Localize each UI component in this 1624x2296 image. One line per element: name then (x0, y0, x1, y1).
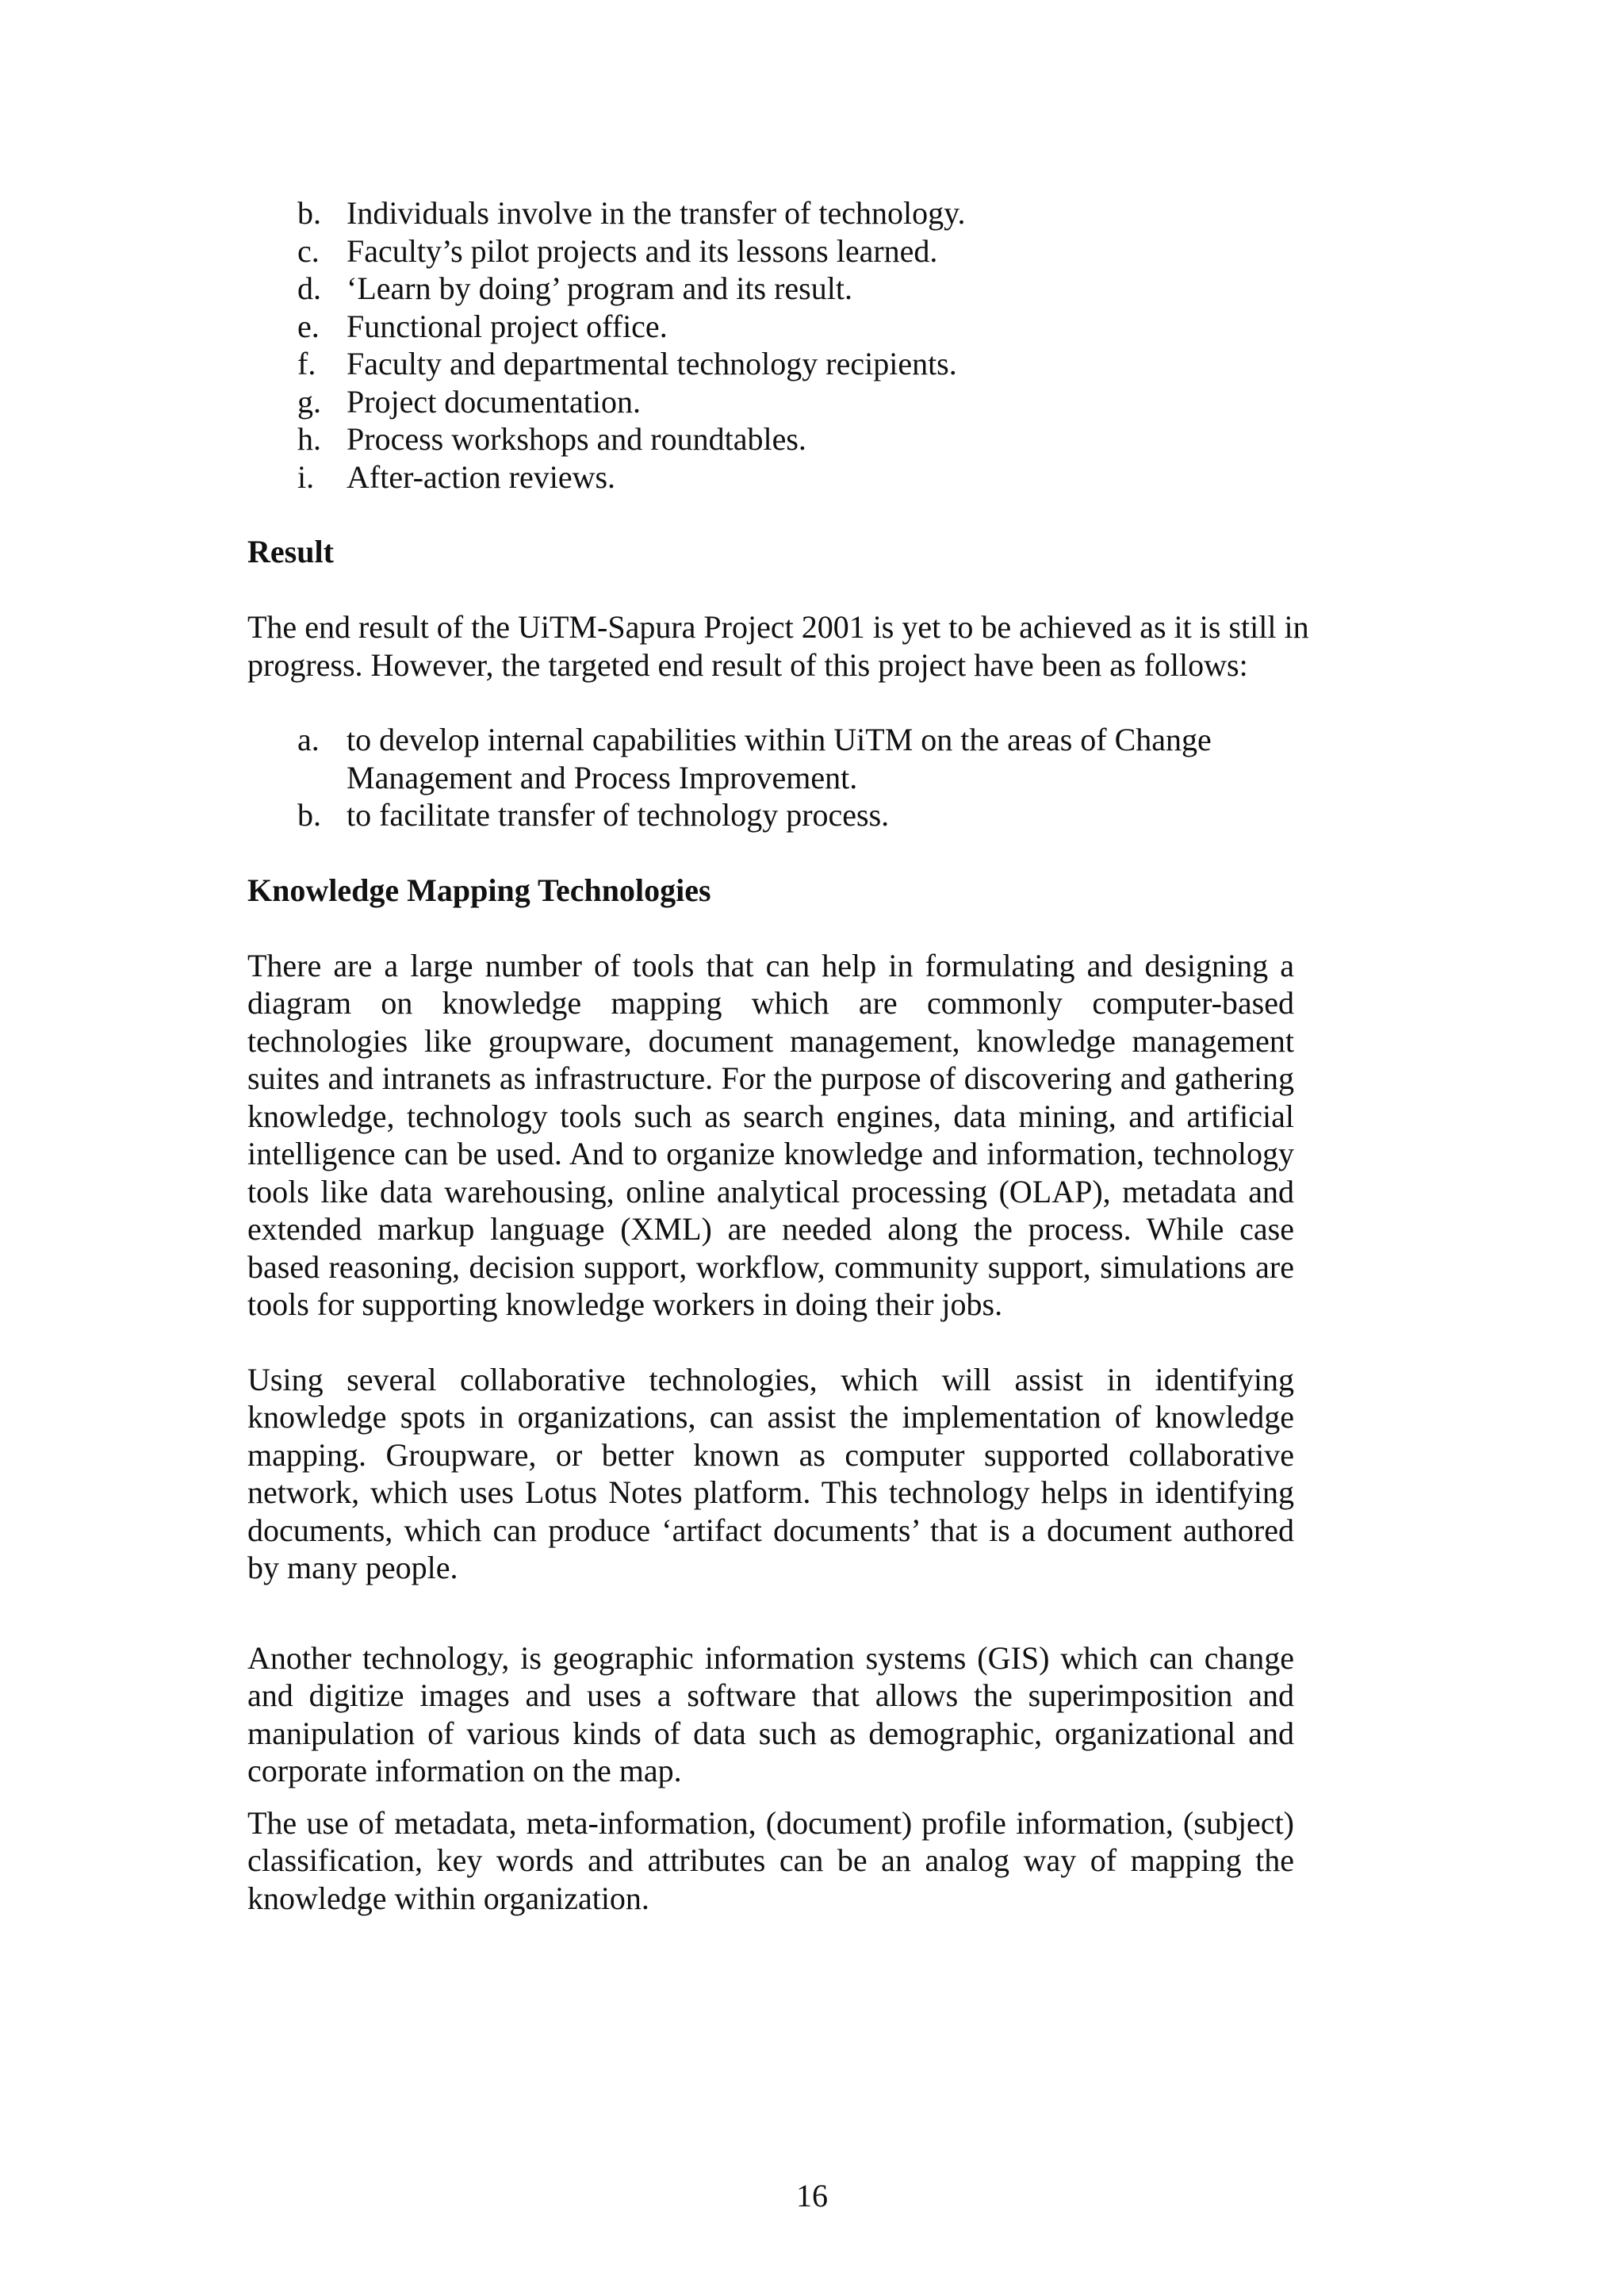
kmt-paragraph-2: Using several collaborative technologies, which will assist in identifying knowledge spots in organizations, can assist the implementation of knowledge mapping. Groupware, or better known as computer supported collaborative network, which uses Lotus Notes platform. This technology helps in identifying documents, which can produce ‘artifact documents’ that is a document authored by many people. (247, 1361, 1294, 1585)
list-item (247, 308, 1294, 346)
list-item (247, 232, 1294, 270)
list-text: to facilitate transfer of technology process. (347, 797, 890, 833)
list-letter: g. (297, 383, 321, 420)
list-letter: i. (297, 458, 315, 495)
list-item (247, 420, 1294, 458)
list-letter: e. (297, 308, 320, 344)
list-text: After-action reviews. (347, 458, 616, 495)
top-list (247, 194, 1294, 496)
list-item (247, 345, 1294, 383)
page-number: 16 (796, 2178, 828, 2214)
list-text: Functional project office. (347, 308, 668, 344)
list-item (247, 458, 1294, 496)
list-text: Project documentation. (347, 383, 642, 420)
kmt-heading: Knowledge Mapping Technologies (247, 872, 711, 908)
list-letter: b. (297, 797, 321, 833)
result-heading: Result (247, 534, 334, 569)
kmt-paragraph-4: The use of metadata, meta-information, (document) profile information, (subject) classification, key words and attributes can be an analog way of mapping the knowledge within organization. (247, 1804, 1294, 1916)
result-list (247, 721, 1294, 834)
kmt-paragraph-1: There are a large number of tools that can help in formulating and designing a diagram on knowledge mapping which are commonly computer-based technologies like groupware, document management, knowledge management suites and intranets as infrastructure. For the purpose of discovering and gathering knowledge, technology tools such as search engines, data mining, and artificial intelligence can be used. And to organize knowledge and information, technology tools like data warehousing, online analytical processing (OLAP), metadata and extended markup language (XML) are needed along the process. While case based reasoning, decision support, workflow, community support, simulations are tools for supporting knowledge workers in doing their jobs. (247, 947, 1294, 1322)
list-letter: c. (297, 232, 320, 269)
document-page (247, 194, 1309, 1917)
list-item (247, 383, 1294, 421)
list-item (247, 270, 1294, 308)
list-text: to develop internal capabilities within UiTM on the areas of Change Management and Process Improvement. (347, 722, 1212, 795)
kmt-paragraph-3: Another technology, is geographic information systems (GIS) which can change and digitize images and uses a software that allows the superimposition and manipulation of various kinds of data such as demographic, organizational and corporate information on the map. (247, 1639, 1294, 1788)
list-text: Faculty’s pilot projects and its lessons learned. (347, 232, 938, 269)
list-letter: a. (297, 722, 320, 757)
list-letter: f. (297, 346, 316, 381)
list-text: Faculty and departmental technology recipients. (347, 346, 957, 381)
list-text: Process workshops and roundtables. (347, 421, 806, 457)
list-text: ‘Learn by doing’ program and its result. (347, 270, 852, 306)
list-letter: d. (297, 270, 321, 306)
list-letter: b. (297, 195, 321, 231)
list-item (247, 194, 1294, 232)
list-letter: h. (297, 421, 321, 457)
list-text: Individuals involve in the transfer of technology. (347, 195, 966, 231)
list-item (247, 796, 1294, 834)
list-item (247, 721, 1294, 796)
result-intro: The end result of the UiTM-Sapura Project 2001 is yet to be achieved as it is still in progress. However, the targeted end result of this project have been as follows: (247, 609, 1309, 683)
